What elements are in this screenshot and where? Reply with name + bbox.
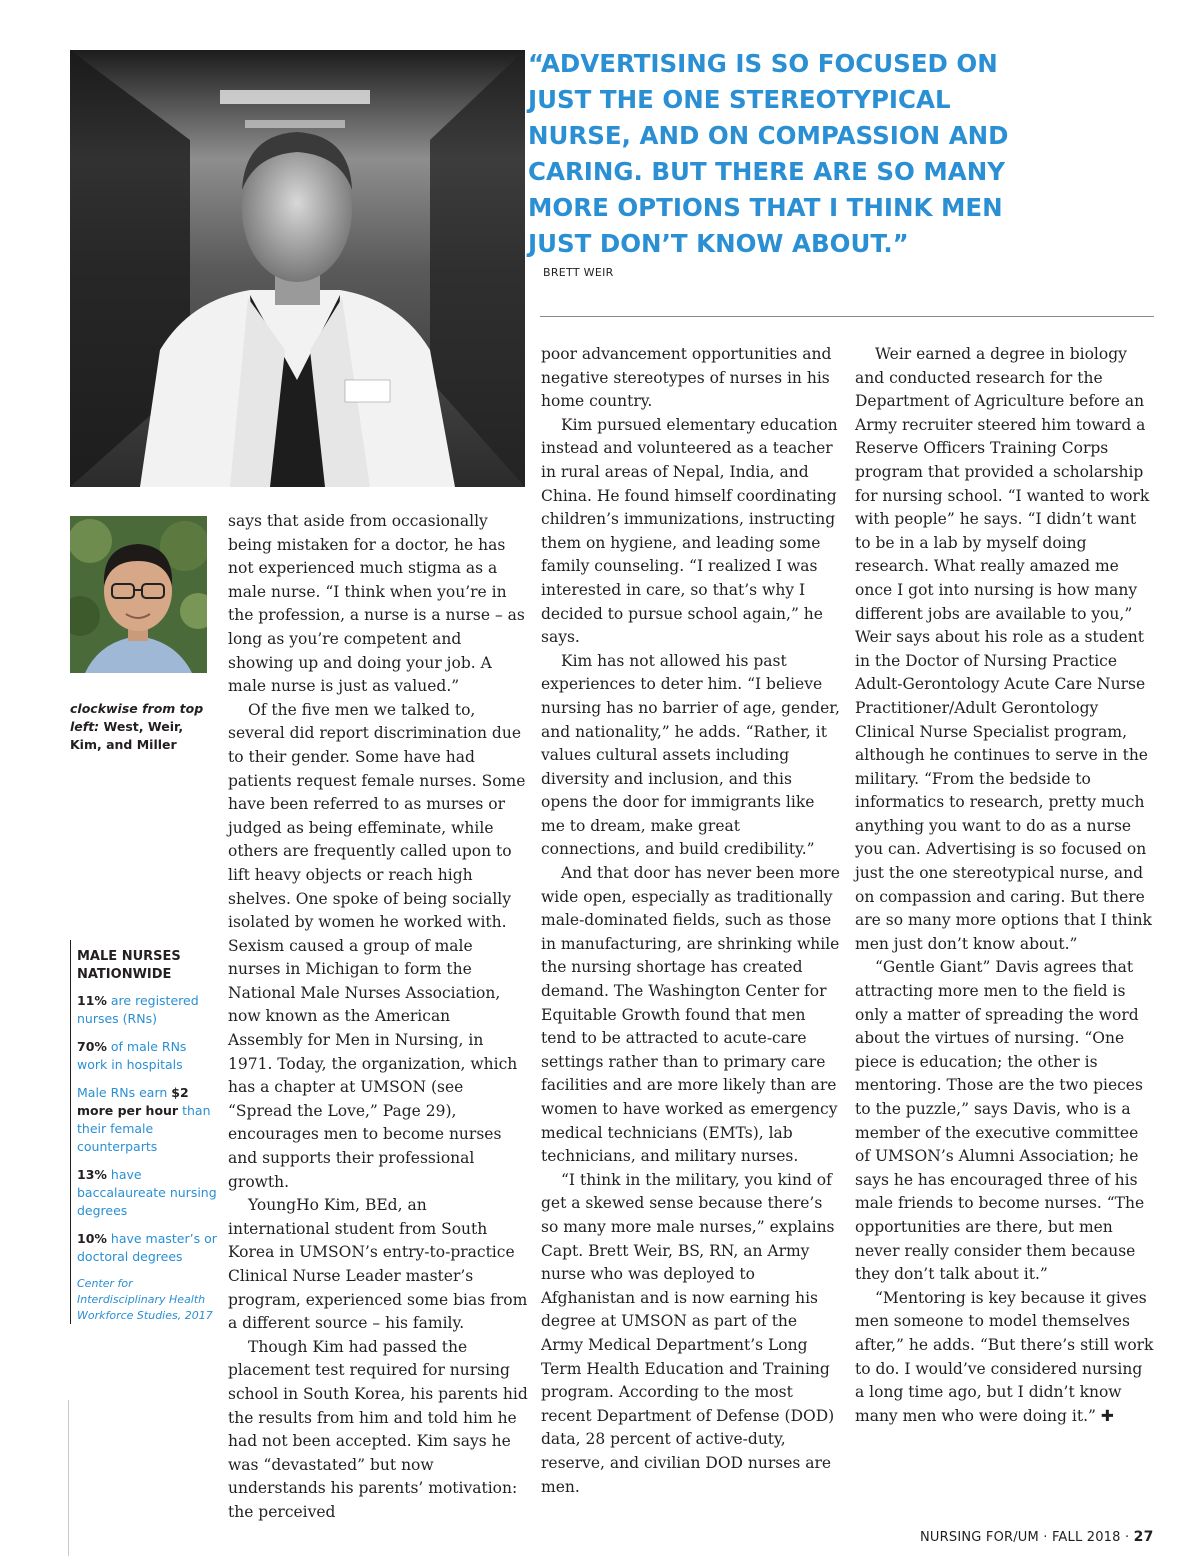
stat-pre: Male RNs earn: [77, 1085, 172, 1100]
paragraph: Kim pursued elementary education instead and volunteered as a teacher in rural areas of Nepal, India, and China. He found himself coordinating children’s immunizations, instructing them on hygiene, and leading some family counseling. “I realized I was interested in care, so that’s why I decided to pursue school again,” he says.: [541, 415, 838, 647]
stat-item: [77, 1084, 217, 1156]
margin-line: [68, 1400, 69, 1556]
body-column-1: [228, 510, 528, 1525]
stat-item: [77, 1230, 217, 1266]
stat-figure: 70%: [77, 1039, 107, 1054]
stat-figure: $2 more per hour: [77, 1085, 189, 1118]
page-number: 27: [1133, 1529, 1154, 1545]
stat-figure: 10%: [77, 1231, 107, 1246]
stat-item: [77, 1166, 217, 1220]
caption-text: West, Weir, Kim, and Miller: [70, 719, 184, 752]
paragraph: “Mentoring is key because it gives men someone to model themselves after,” he adds. “But there’s still work to do. I would’ve considered nursing a long time ago, but I didn’t know many men who were doing it.” ✚: [855, 1288, 1154, 1425]
weir-portrait-illustration: [70, 50, 525, 487]
photo-caption: [70, 700, 210, 754]
stat-item: [77, 1038, 217, 1074]
divider-rule: [540, 316, 1154, 317]
stat-post: have master’s or doctoral degrees: [77, 1231, 217, 1264]
stat-post: than their female counterparts: [77, 1103, 211, 1154]
paragraph: Of the five men we talked to, several did report discrimination due to their gender. Some have had patients request female nurses. Some have been referred to as murses or judged as being effeminate, while others are frequently called upon to lift heavy objects or reach high shelves. One spoke of being socially isolated by women he worked with. Sexism caused a group of male nurses in Michigan to form the National Male Nurses Association, now known as the American Assembly for Men in Nursing, in 1971. Today, the organization, which has a chapter at UMSON (see “Spread the Love,” Page 29), encourages men to become nurses and supports their professional growth.: [228, 700, 526, 1191]
weir-portrait-photo: [70, 50, 525, 487]
paragraph: YoungHo Kim, BEd, an international student from South Korea in UMSON’s entry-to-practice Clinical Nurse Leader master’s program, experienced some bias from a different source – his family.: [228, 1196, 528, 1333]
caption-lead: clockwise from top left:: [70, 701, 204, 734]
body-column-3: [855, 343, 1155, 1428]
sidebar-source: Center for Interdisciplinary Health Workforce Studies, 2017: [77, 1277, 213, 1322]
stats-sidebar: [70, 940, 217, 1324]
paragraph: “Gentle Giant” Davis agrees that attracting more men to the field is only a matter of spreading the word about the virtues of nursing. “One piece is education; the other is mentoring. Those are the two pieces to the puzzle,” says Davis, who is a member of the executive committee of UMSON’s Alumni Association; he says he has encouraged three of his male friends to become nurses. “The opportunities are there, but men never really consider them because they don’t talk about it.”: [855, 958, 1145, 1284]
body-column-2: [541, 343, 841, 1499]
paragraph: says that aside from occasionally being mistaken for a doctor, he has not experienced much stigma as a male nurse. “I think when you’re in the profession, a nurse is a nurse – as long as you’re competent and showing up and doing your job. A male nurse is just as valued.”: [228, 512, 525, 696]
kim-portrait-photo: [70, 516, 207, 673]
paragraph: poor advancement opportunities and negative stereotypes of nurses in his home country.: [541, 345, 832, 411]
page-folio: [920, 1529, 1154, 1545]
paragraph: Weir earned a degree in biology and conducted research for the Department of Agriculture before an Army recruiter steered him toward a Reserve Officers Training Corps program that provided a scholarship for nursing school. “I wanted to work with people” he says. “I didn’t want to be in a lab by myself doing research. What really amazed me once I got into nursing is how many different jobs are available to you,” Weir says about his role as a student in the Doctor of Nursing Practice Adult-Gerontology Acute Care Nurse Practitioner/Adult Gerontology Clinical Nurse Specialist program, although he continues to serve in the military. “From the bedside to informatics to research, pretty much anything you want to do as a nurse you can. Advertising is so focused on just the one stereotypical nurse, and on compassion and caring. But there are so many more options that I think men just don’t know about.”: [855, 345, 1152, 953]
paragraph: Kim has not allowed his past experiences to deter him. “I believe nursing has no barrier of age, gender, and nationality,” he adds. “Rather, it values cultural assets including diversity and inclusion, and this opens the door for immigrants like me to dream, make great connections, and build credibility.”: [541, 651, 840, 859]
stat-figure: 13%: [77, 1167, 107, 1182]
kim-portrait-illustration: [70, 516, 207, 673]
stat-figure: 11%: [77, 993, 107, 1008]
paragraph: And that door has never been more wide open, especially as traditionally male-dominated fields, such as those in manufacturing, are shrinking while the nursing shortage has created demand. The Washington Center for Equitable Growth found that men tend to be attracted to acute-care settings rather than to primary care facilities and are more likely than are women to have worked as emergency medical technicians (EMTs), lab technicians, and military nurses.: [541, 864, 840, 1166]
stat-item: [77, 992, 217, 1028]
paragraph: “I think in the military, you kind of get a skewed sense because there’s so many more male nurses,” explains Capt. Brett Weir, BS, RN, an Army nurse who was deployed to Afghanistan and is now earning his degree at UMSON as part of the Army Medical Department’s Long Term Health Education and Training program. According to the most recent Department of Defense (DOD) data, 28 percent of active-duty, reserve, and civilian DOD nurses are men.: [541, 1170, 835, 1496]
pull-quote: “ADVERTISING IS SO FOCUSED ON JUST THE ONE STEREOTYPICAL NURSE, AND ON COMPASSION AND CARING. BUT THERE ARE SO MANY MORE OPTIONS THAT I THINK MEN JUST DON’T KNOW ABOUT.”: [528, 49, 1009, 258]
sidebar-title: MALE NURSES NATIONWIDE: [77, 949, 181, 982]
pull-quote-attribution: BRETT WEIR: [543, 266, 614, 279]
paragraph: Though Kim had passed the placement test required for nursing school in South Korea, his parents hid the results from him and told him he had not been accepted. Kim says he was “devastated” but now understands his parents’ motivation: the perceived: [228, 1337, 528, 1521]
folio-publication: NURSING FOR/UM · FALL 2018 ·: [920, 1530, 1134, 1545]
stat-post: are registered nurses (RNs): [77, 993, 199, 1026]
stat-post: have baccalaureate nursing degrees: [77, 1167, 217, 1218]
stat-post: of male RNs work in hospitals: [77, 1039, 187, 1072]
